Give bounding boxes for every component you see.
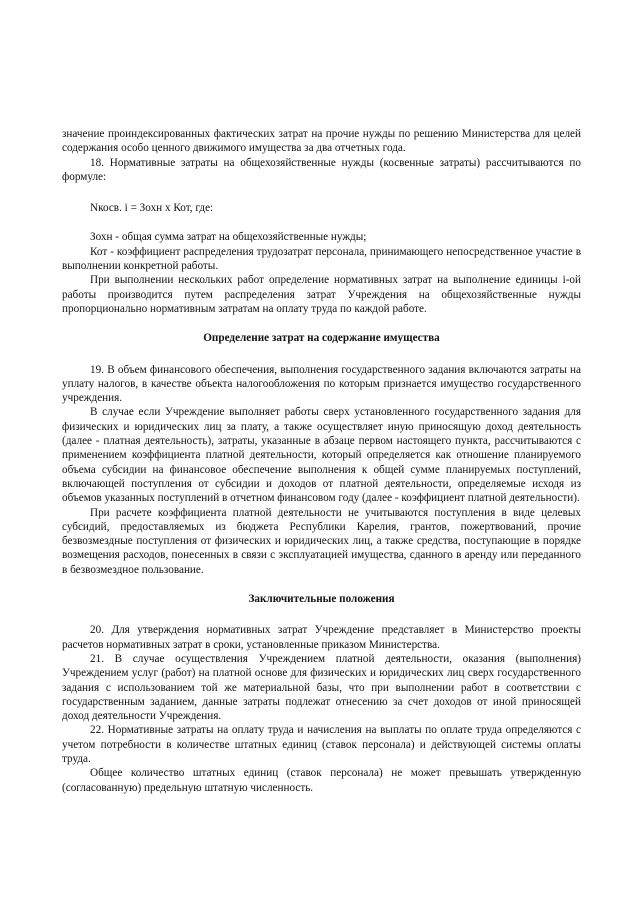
paragraph-19-paid-activity: В случае если Учреждение выполняет работы сверх установленного государственного задания для физических и юридических лиц за плату, а также осуществляет иную приносящую доход деятельность (далее - платная деятельность), затраты, указанные в абзаце первом настоящего пункта, рассчитываются с применением коэффициента платной деятельности, который определяется как отношение планируемого объема субсидии на финансовое обеспечение выполнения к общей сумме планируемых поступлений, включающей поступления от субсидии и доходов от платной деятельности, определяемые исходя из объемов указанных поступлений в отчетном финансовом году (далее - коэффициент платной деятельности). bbox=[62, 406, 581, 505]
section-heading-property: Определение затрат на содержание имущества bbox=[203, 332, 440, 345]
definition-zohn: Зохн - общая сумма затрат на общехозяйственные нужды; bbox=[90, 231, 367, 244]
document-page bbox=[62, 127, 581, 795]
paragraph-continuation: значение проиндексированных фактических затрат на прочие нужды по решению Министерства для целей содержания особо ценного движимого имущества за два отчетных года. bbox=[62, 128, 581, 155]
paragraph-22: 22. Нормативные затраты на оплату труда и начисления на выплаты по оплате труда определяются с учетом потребности в количестве штатных единиц (ставок персонала) и действующей системы оплаты труда. bbox=[62, 724, 581, 765]
paragraph-19-coefficient: При расчете коэффициента платной деятельности не учитываются поступления в виде целевых субсидий, предоставляемых из бюджета Республики Карелия, грантов, пожертвований, прочие безвозмездные поступления от физических и юридических лиц, а также средства, поступающие в порядке возмещения расходов, понесенных в связи с эксплуатацией имущества, сданного в аренду или переданного в безвозмездное пользование. bbox=[62, 506, 581, 576]
formula: Nкосв. i = Зохн x Кот, где: bbox=[90, 202, 214, 215]
definition-kot: Кот - коэффициент распределения трудозатрат персонала, принимающего непосредственное участие в выполнении конкретной работы. bbox=[62, 245, 581, 273]
paragraph-22-staff-total: Общее количество штатных единиц (ставок персонала) не может превышать утвержденную (согласованную) предельную штатную численность. bbox=[62, 767, 581, 794]
paragraph-18: 18. Нормативные затраты на общехозяйственные нужды (косвенные затраты) рассчитываются по формуле: bbox=[62, 156, 581, 183]
section-heading-final: Заключительные положения bbox=[248, 593, 395, 606]
paragraph-multiple-works: При выполнении нескольких работ определение нормативных затрат на выполнение единицы i-ой работы производится путем распределения затрат Учреждения на общехозяйственные нужды пропорционально нормативным затратам на оплату труда по каждой работе. bbox=[62, 274, 581, 315]
paragraph-20: 20. Для утверждения нормативных затрат Учреждение представляет в Министерство проекты расчетов нормативных затрат в сроки, установленные приказом Министерства. bbox=[62, 624, 581, 651]
paragraph-19: 19. В объем финансового обеспечения, выполнения государственного задания включаются затраты на уплату налогов, в качестве объекта налогообложения по которым признается имущество государственного учреждения. bbox=[62, 363, 581, 405]
paragraph-21: 21. В случае осуществления Учреждением платной деятельности, оказания (выполнения) Учреждением услуг (работ) на платной основе для физических и юридических лиц сверх государственного задания с использованием той же материальной базы, что при выполнении работ в соответствии с государственным заданием, данные затраты подлежат отнесению за счет доходов от иной приносящей доход деятельности Учреждения. bbox=[62, 652, 581, 723]
